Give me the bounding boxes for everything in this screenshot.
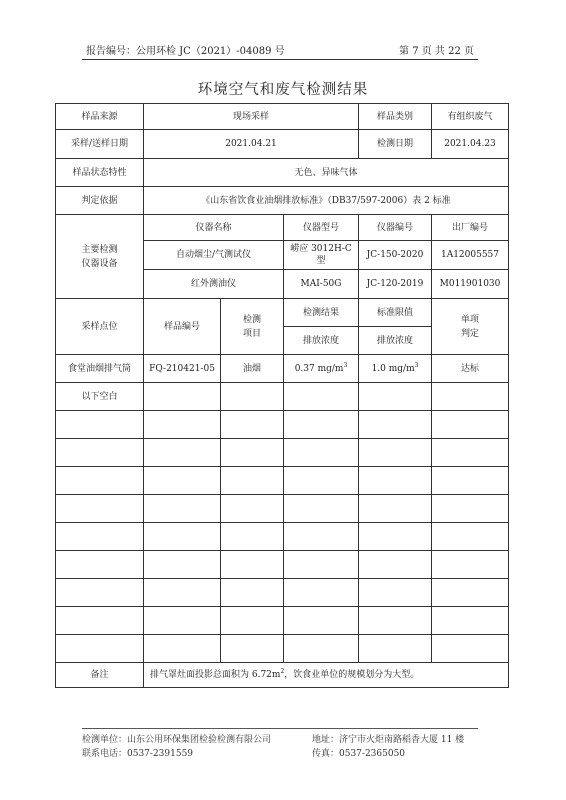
report-number: 报告编号：公用环检 JC（2021）-04089 号 <box>86 46 285 57</box>
equipment-serial: 1A12005557 <box>432 241 509 270</box>
equipment-header-serial: 出厂编号 <box>432 215 509 241</box>
sample-source: 现场采样 <box>144 104 359 130</box>
sample-state-label: 样品状态特性 <box>56 159 144 187</box>
footer-address: 地址：济宁市火炬南路稻香大厦 11 楼 <box>312 735 465 745</box>
col-conc: 排放浓度 <box>284 327 359 355</box>
col-judgement: 单项判定 <box>432 299 509 355</box>
footer-rule <box>82 728 478 729</box>
equipment-id: JC-150-2020 <box>359 241 432 270</box>
col-limit-conc: 排放浓度 <box>359 327 432 355</box>
page-number: 第 7 页 共 22 页 <box>399 46 474 57</box>
basis: 《山东省饮食业油烟排放标准》（DB37/597-2006）表 2 标准 <box>144 187 509 215</box>
footer-unit: 检测单位：山东公用环保集团检验检测有限公司 <box>82 735 272 745</box>
results-table <box>55 103 509 688</box>
header-rule <box>82 59 478 60</box>
sampling-date-label: 采样/送样日期 <box>56 130 144 159</box>
equipment-name: 自动烟尘/气测试仪 <box>144 241 284 270</box>
equipment-label: 主要检测仪器设备 <box>56 215 144 299</box>
col-item: 检测项目 <box>221 299 284 355</box>
test-date: 2021.04.23 <box>432 130 509 159</box>
col-result: 检测结果 <box>284 299 359 327</box>
sample-type: 有组织废气 <box>432 104 509 130</box>
page-title: 环境空气和废气检测结果 <box>197 82 369 98</box>
result-value: 0.37 $mg/m^3$ <box>284 355 359 383</box>
equipment-id: JC-120-2019 <box>359 270 432 299</box>
equipment-serial: M011901030 <box>432 270 509 299</box>
sample-source-label: 样品来源 <box>56 104 144 130</box>
col-limit: 标准限值 <box>359 299 432 327</box>
equipment-header-name: 仪器名称 <box>144 215 284 241</box>
result-item: 油烟 <box>221 355 284 383</box>
test-date-label: 检测日期 <box>359 130 432 159</box>
result-limit: 1.0 $mg/m^3$ <box>359 355 432 383</box>
equipment-header-id: 仪器编号 <box>359 215 432 241</box>
remark-text: 排气罩灶面投影总面积为 $6.72m^2$，饮食业单位的规模划分为大型。 <box>144 663 509 688</box>
col-point: 采样点位 <box>56 299 144 355</box>
footer-phone: 联系电话：0537-2391559 <box>82 749 194 759</box>
page-footer <box>82 732 478 760</box>
page-header <box>86 42 474 58</box>
blank-note: 以下空白 <box>56 383 144 411</box>
equipment-header-model: 仪器型号 <box>284 215 359 241</box>
result-point: 食堂油烟排气筒 <box>56 355 144 383</box>
col-sample-no: 样品编号 <box>144 299 221 355</box>
sample-type-label: 样品类别 <box>359 104 432 130</box>
remark-label: 备注 <box>56 663 144 688</box>
footer-fax: 传真：0537-2365050 <box>312 749 406 759</box>
basis-label: 判定依据 <box>56 187 144 215</box>
result-judgement: 达标 <box>432 355 509 383</box>
sampling-date: 2021.04.21 <box>144 130 359 159</box>
sample-state: 无色、异味气体 <box>144 159 509 187</box>
equipment-model: 崂应 3012H-C 型 <box>284 241 359 270</box>
equipment-model: MAI-50G <box>284 270 359 299</box>
equipment-name: 红外测油仪 <box>144 270 284 299</box>
result-sample-no: FQ-210421-05 <box>144 355 221 383</box>
